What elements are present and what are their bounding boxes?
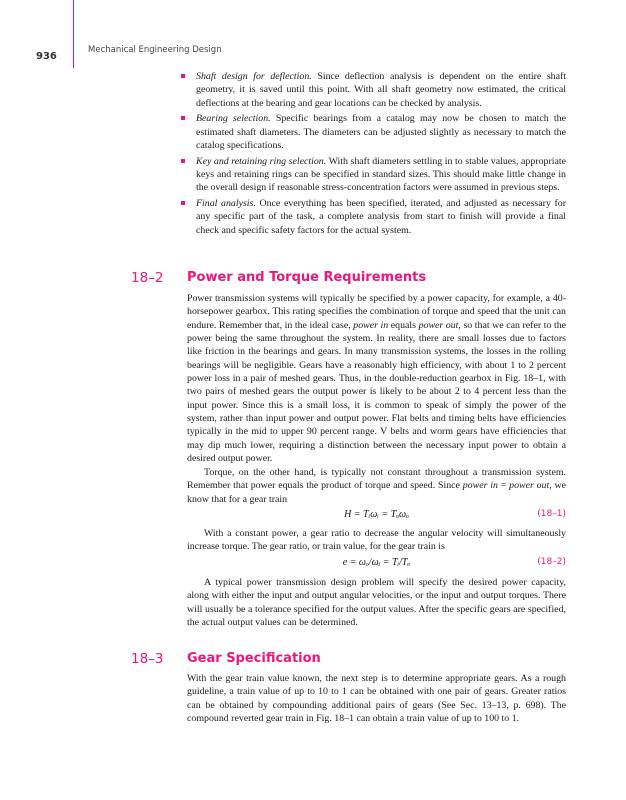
list-item	[181, 112, 566, 152]
section-18-3-paragraph-1: With the gear train value known, the next step is to determine appropriate gears. As a rough guideline, a train value of up to 10 to 1 can be obtained with one pair of gears. Greater ratios can be obtained by compounding additional pairs of gears (See Sec. 13–13, p. 698). The compound reverted gear train in Fig. 18–1 can obtain a train value of up to 100 to 1.	[187, 673, 566, 725]
bullet-lead: Key and retaining ring selection.	[196, 155, 327, 167]
bullet-text: Once everything has been specified, iterated, and adjusted as necessary for any specific part of the task, a complete analysis from start to finish will provide a final check and specific safety factors for the actual system.	[196, 197, 567, 236]
bullet-text: Specific bearings from a catalog may now be chosen to match the estimated shaft diameters. The diameters can be adjusted slightly as necessary to match the catalog specifications.	[196, 113, 567, 152]
emphasis: power out,	[418, 319, 461, 331]
text-run: equals	[390, 319, 416, 331]
list-item	[181, 197, 566, 237]
section-18-2-paragraph-2	[187, 466, 566, 506]
text-run: we know that for a gear train	[187, 480, 567, 505]
bullet-square-icon	[181, 116, 185, 120]
section-18-2-paragraph-3: With a constant power, a gear ratio to decrease the angular velocity will simultaneously increase torque. The gear ratio, or train value, for the gear train is	[187, 528, 566, 553]
bullet-square-icon	[181, 74, 185, 78]
bullet-lead: Bearing selection.	[196, 113, 271, 125]
equation: H = Tᵢωᵢ = Tₒωₒ	[344, 509, 409, 520]
section-18-2-paragraph-1	[187, 292, 566, 465]
emphasis: power out,	[509, 480, 552, 492]
bullet-text: With shaft diameters settling in to stable values, appropriate keys and retaining rings can be specified in standard sizes. This should make little change in the overall design if reasonable stress-concentration factors were assumed in previous steps.	[196, 155, 567, 194]
emphasis: power in	[353, 319, 389, 331]
section-18-2-paragraph-4: A typical power transmission design problem will specify the desired power capacity, along with either the input and output angular velocities, or the input and output torques. There will usually be a tolerance specified for the output values. After the specific gears are specified, the actual output values can be determined.	[187, 577, 566, 629]
equation-18-1	[187, 509, 566, 523]
bullet-lead: Final analysis.	[196, 197, 256, 209]
page-number: 936	[36, 51, 57, 62]
gutter-rule	[73, 0, 74, 68]
list-item	[181, 70, 566, 110]
text-run: Torque, on the other hand, is typically not constant throughout a transmission system. Remember that power equals the product of torque and speed. Since	[187, 467, 566, 492]
text-run: =	[500, 480, 507, 492]
equation-number: (18–1)	[537, 509, 566, 519]
text-run: so that we can refer to the power being the same throughout the system. In reality, there are small losses due to factors like friction in the bearings and gears. In many transmission systems, the losses in the rolling bearings will be negligible. Gears have a reasonably high efficiency, with about 1 to 2 percent power loss in a pair of meshed gears. Thus, in the double-reduction gearbox in Fig. 18–1, with two pairs of meshed gears the output power is likely to be about 2 to 4 percent less than the input power. Since this is a small loss, it is common to speak of simply the power of the system, rather than input power and output power. Flat belts and timing belts have efficiencies typically in the mid to upper 90 percent range. V belts and worm gears have efficiencies that may dip much lower, requiring a distinction between the necessary input power to obtain a desired output power.	[187, 319, 567, 465]
section-title: Gear Specification	[187, 651, 321, 666]
running-title: Mechanical Engineering Design	[88, 45, 222, 55]
section-number: 18–2	[131, 270, 164, 286]
list-item	[181, 155, 566, 195]
bullet-square-icon	[181, 159, 185, 163]
bullet-list	[181, 70, 566, 239]
section-number: 18–3	[131, 651, 164, 667]
equation: e = ωₒ/ωᵢ = Tᵢ/Tₒ	[342, 557, 411, 568]
equation-18-2	[187, 557, 566, 571]
bullet-text: Since deflection analysis is dependent on the entire shaft geometry, it is saved until this point. With all shaft geometry now estimated, the critical deflections at the bearing and gear locations can be checked by analysis.	[196, 71, 567, 109]
section-title: Power and Torque Requirements	[187, 270, 427, 285]
bullet-lead: Shaft design for deflection.	[196, 71, 312, 82]
text-run: Power transmission systems will typically be specified by a power capacity, for example, a 40-horsepower gearbox. This rating specifies the combination of torque and speed that the unit can endure. Remember that, in the ideal case,	[187, 293, 566, 331]
equation-number: (18–2)	[537, 557, 566, 567]
bullet-square-icon	[181, 201, 185, 205]
running-head	[36, 44, 222, 63]
emphasis: power in	[462, 480, 498, 492]
